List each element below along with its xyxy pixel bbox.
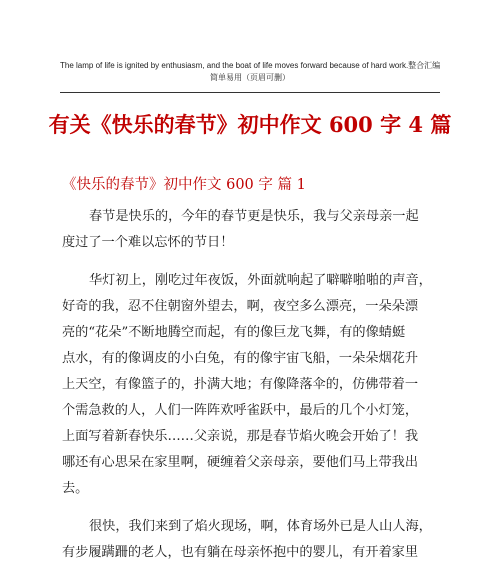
text-line: 很快，我们来到了焰火现场，啊，体育场外已是人山人海， xyxy=(89,519,432,534)
paragraph xyxy=(62,204,445,256)
text-line: 好奇的我，忍不住朝窗外望去，啊，夜空多么漂亮，一朵朵漂 xyxy=(62,299,419,314)
section-heading: 《快乐的春节》初中作文 600 字 篇 1 xyxy=(62,177,306,193)
text-line: 上面写着新春快乐……父亲说，那是春节焰火晚会开始了！我 xyxy=(62,429,419,444)
text-line: 春节是快乐的，今年的春节更是快乐，我与父亲母亲一起 xyxy=(89,209,419,224)
running-header-line-2: 简单易用（页眉可删） xyxy=(210,73,290,82)
running-header-line-1: The lamp of life is ignited by enthusiasm, and the boat of life moves forward because of hard work.整合汇编 xyxy=(60,61,441,70)
paragraph xyxy=(62,268,445,502)
text-line: 个需急救的人，人们一阵阵欢呼雀跃中，最后的几个小灯笼， xyxy=(62,403,419,418)
document-title: 有关《快乐的春节》初中作文 600 字 4 篇 xyxy=(48,112,452,137)
paragraph xyxy=(62,514,445,566)
text-line: 上天空，有像篮子的，扑满大地；有像降落伞的，仿佛带着一 xyxy=(62,377,419,392)
text-line: 亮的“花朵”不断地腾空而起，有的像巨龙飞舞，有的像蜻蜓 xyxy=(62,325,406,340)
running-header xyxy=(60,60,440,84)
body-text xyxy=(62,204,445,578)
text-line: 度过了一个难以忘怀的节日！ xyxy=(62,235,234,250)
text-line: 哪还有心思呆在家里啊，硬缠着父亲母亲，要他们马上带我出 xyxy=(62,455,419,470)
text-line: 有步履蹒跚的老人，也有躺在母亲怀抱中的婴儿，有开着家里 xyxy=(62,545,419,560)
header-divider xyxy=(60,92,440,93)
text-line: 点水，有的像调皮的小白兔，有的像宇宙飞船，一朵朵烟花升 xyxy=(62,351,419,366)
text-line: 去。 xyxy=(62,481,89,496)
text-line: 华灯初上，刚吃过年夜饭，外面就响起了噼噼啪啪的声音， xyxy=(89,273,432,288)
